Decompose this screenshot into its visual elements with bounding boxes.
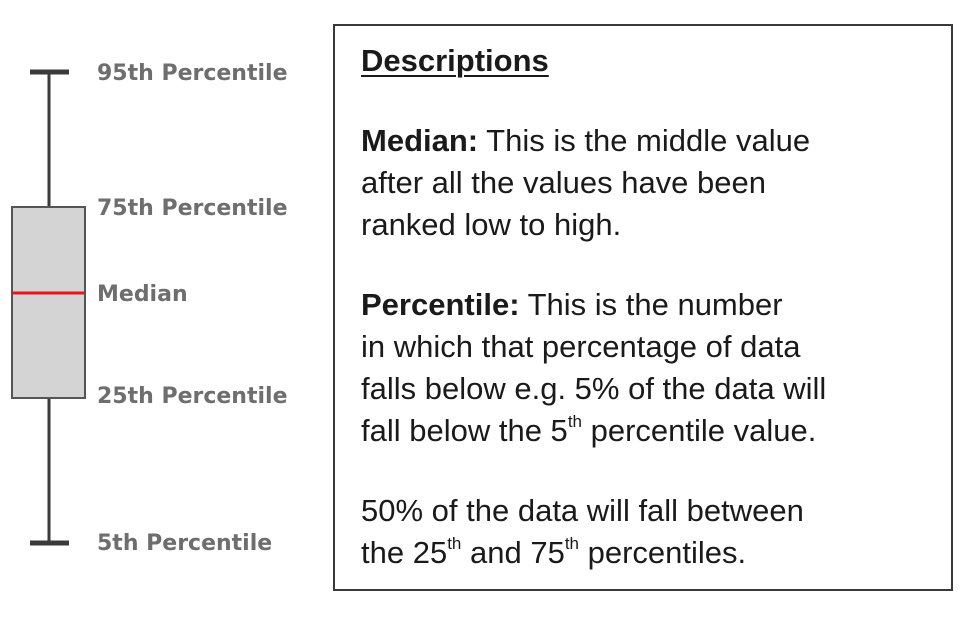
fifty-text-2b: and 75	[461, 535, 565, 570]
percentile-text-4a: fall below the 5	[361, 413, 568, 448]
median-term: Median:	[361, 123, 479, 158]
descriptions-panel	[333, 24, 953, 591]
percentile-text-2: in which that percentage of data	[361, 329, 801, 364]
median-text-2: after all the values have been	[361, 165, 766, 200]
boxplot-legend	[0, 0, 330, 640]
percentile-text-1: This is the number	[519, 287, 783, 322]
fifty-text-1: 50% of the data will fall between	[361, 493, 804, 528]
percentile-line-4	[361, 410, 951, 452]
fifty-percent-description	[361, 490, 951, 574]
label-25th-percentile: 25th Percentile	[97, 384, 288, 409]
median-description	[361, 120, 951, 246]
label-median: Median	[97, 282, 188, 307]
percentile-description	[361, 284, 951, 452]
interquartile-box	[12, 207, 85, 398]
fifty-superscript-b: th	[564, 534, 580, 553]
percentile-superscript: th	[567, 412, 582, 431]
percentile-line-1	[361, 284, 951, 326]
fifty-superscript-a: th	[447, 534, 462, 553]
fifty-text-2c: percentiles.	[579, 535, 747, 570]
label-95th-percentile: 95th Percentile	[97, 61, 288, 86]
label-75th-percentile: 75th Percentile	[97, 196, 288, 221]
label-5th-percentile: 5th Percentile	[97, 531, 273, 556]
median-text-3: ranked low to high.	[361, 207, 622, 242]
percentile-term: Percentile:	[361, 287, 520, 322]
fifty-text-2a: the 25	[361, 535, 448, 570]
median-text-1: This is the middle value	[478, 123, 811, 158]
fifty-line-2	[361, 532, 951, 574]
descriptions-title: Descriptions	[361, 43, 549, 78]
percentile-text-3: falls below e.g. 5% of the data will	[361, 371, 827, 406]
median-line-1	[361, 120, 951, 162]
percentile-text-4b: percentile value.	[582, 413, 817, 448]
